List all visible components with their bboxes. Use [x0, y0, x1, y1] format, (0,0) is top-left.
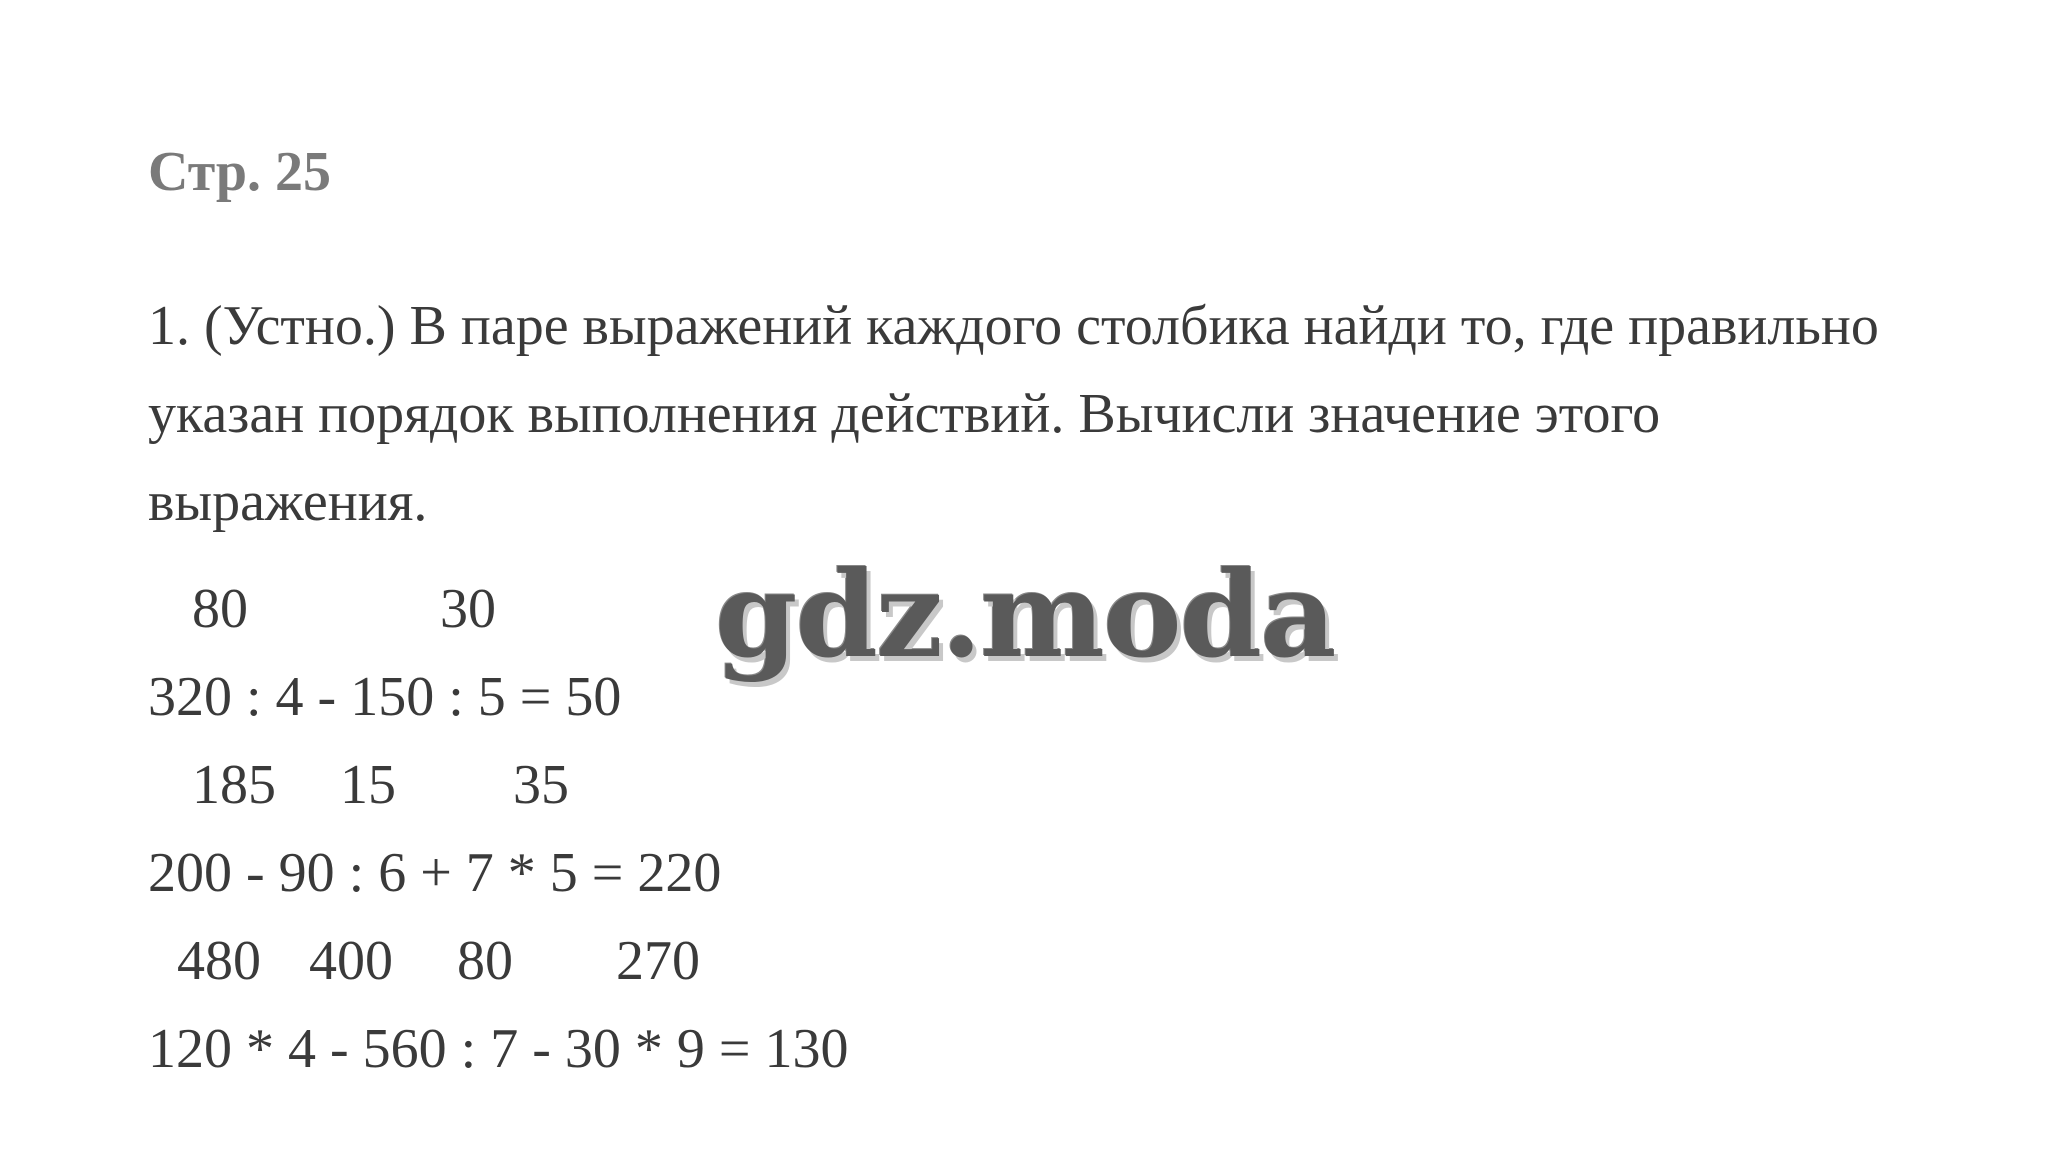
annotation-3d: 270 [616, 930, 700, 992]
page-heading: Стр. 25 [148, 141, 332, 203]
task-text [148, 282, 1948, 546]
task-number: 1. (Устно.) [148, 295, 396, 357]
annotation-1b: 30 [440, 578, 496, 640]
expression-3: 120 * 4 - 560 : 7 - 30 * 9 = 130 [148, 1018, 849, 1080]
annotation-3b: 400 [309, 930, 393, 992]
task-body: В паре выражений каждого столбика найди то, где правильно указан порядок выполнения действий. Вычисли значение этого выражения. [148, 295, 1879, 533]
expression-1: 320 : 4 - 150 : 5 = 50 [148, 666, 622, 728]
watermark-logo: gdz.moda [715, 545, 1335, 684]
annotation-2a: 185 [192, 754, 276, 816]
annotation-2b: 15 [340, 754, 396, 816]
annotation-2c: 35 [513, 754, 569, 816]
annotation-3c: 80 [457, 930, 513, 992]
expression-2: 200 - 90 : 6 + 7 * 5 = 220 [148, 842, 722, 904]
annotation-1a: 80 [192, 578, 248, 640]
annotation-3a: 480 [177, 930, 261, 992]
